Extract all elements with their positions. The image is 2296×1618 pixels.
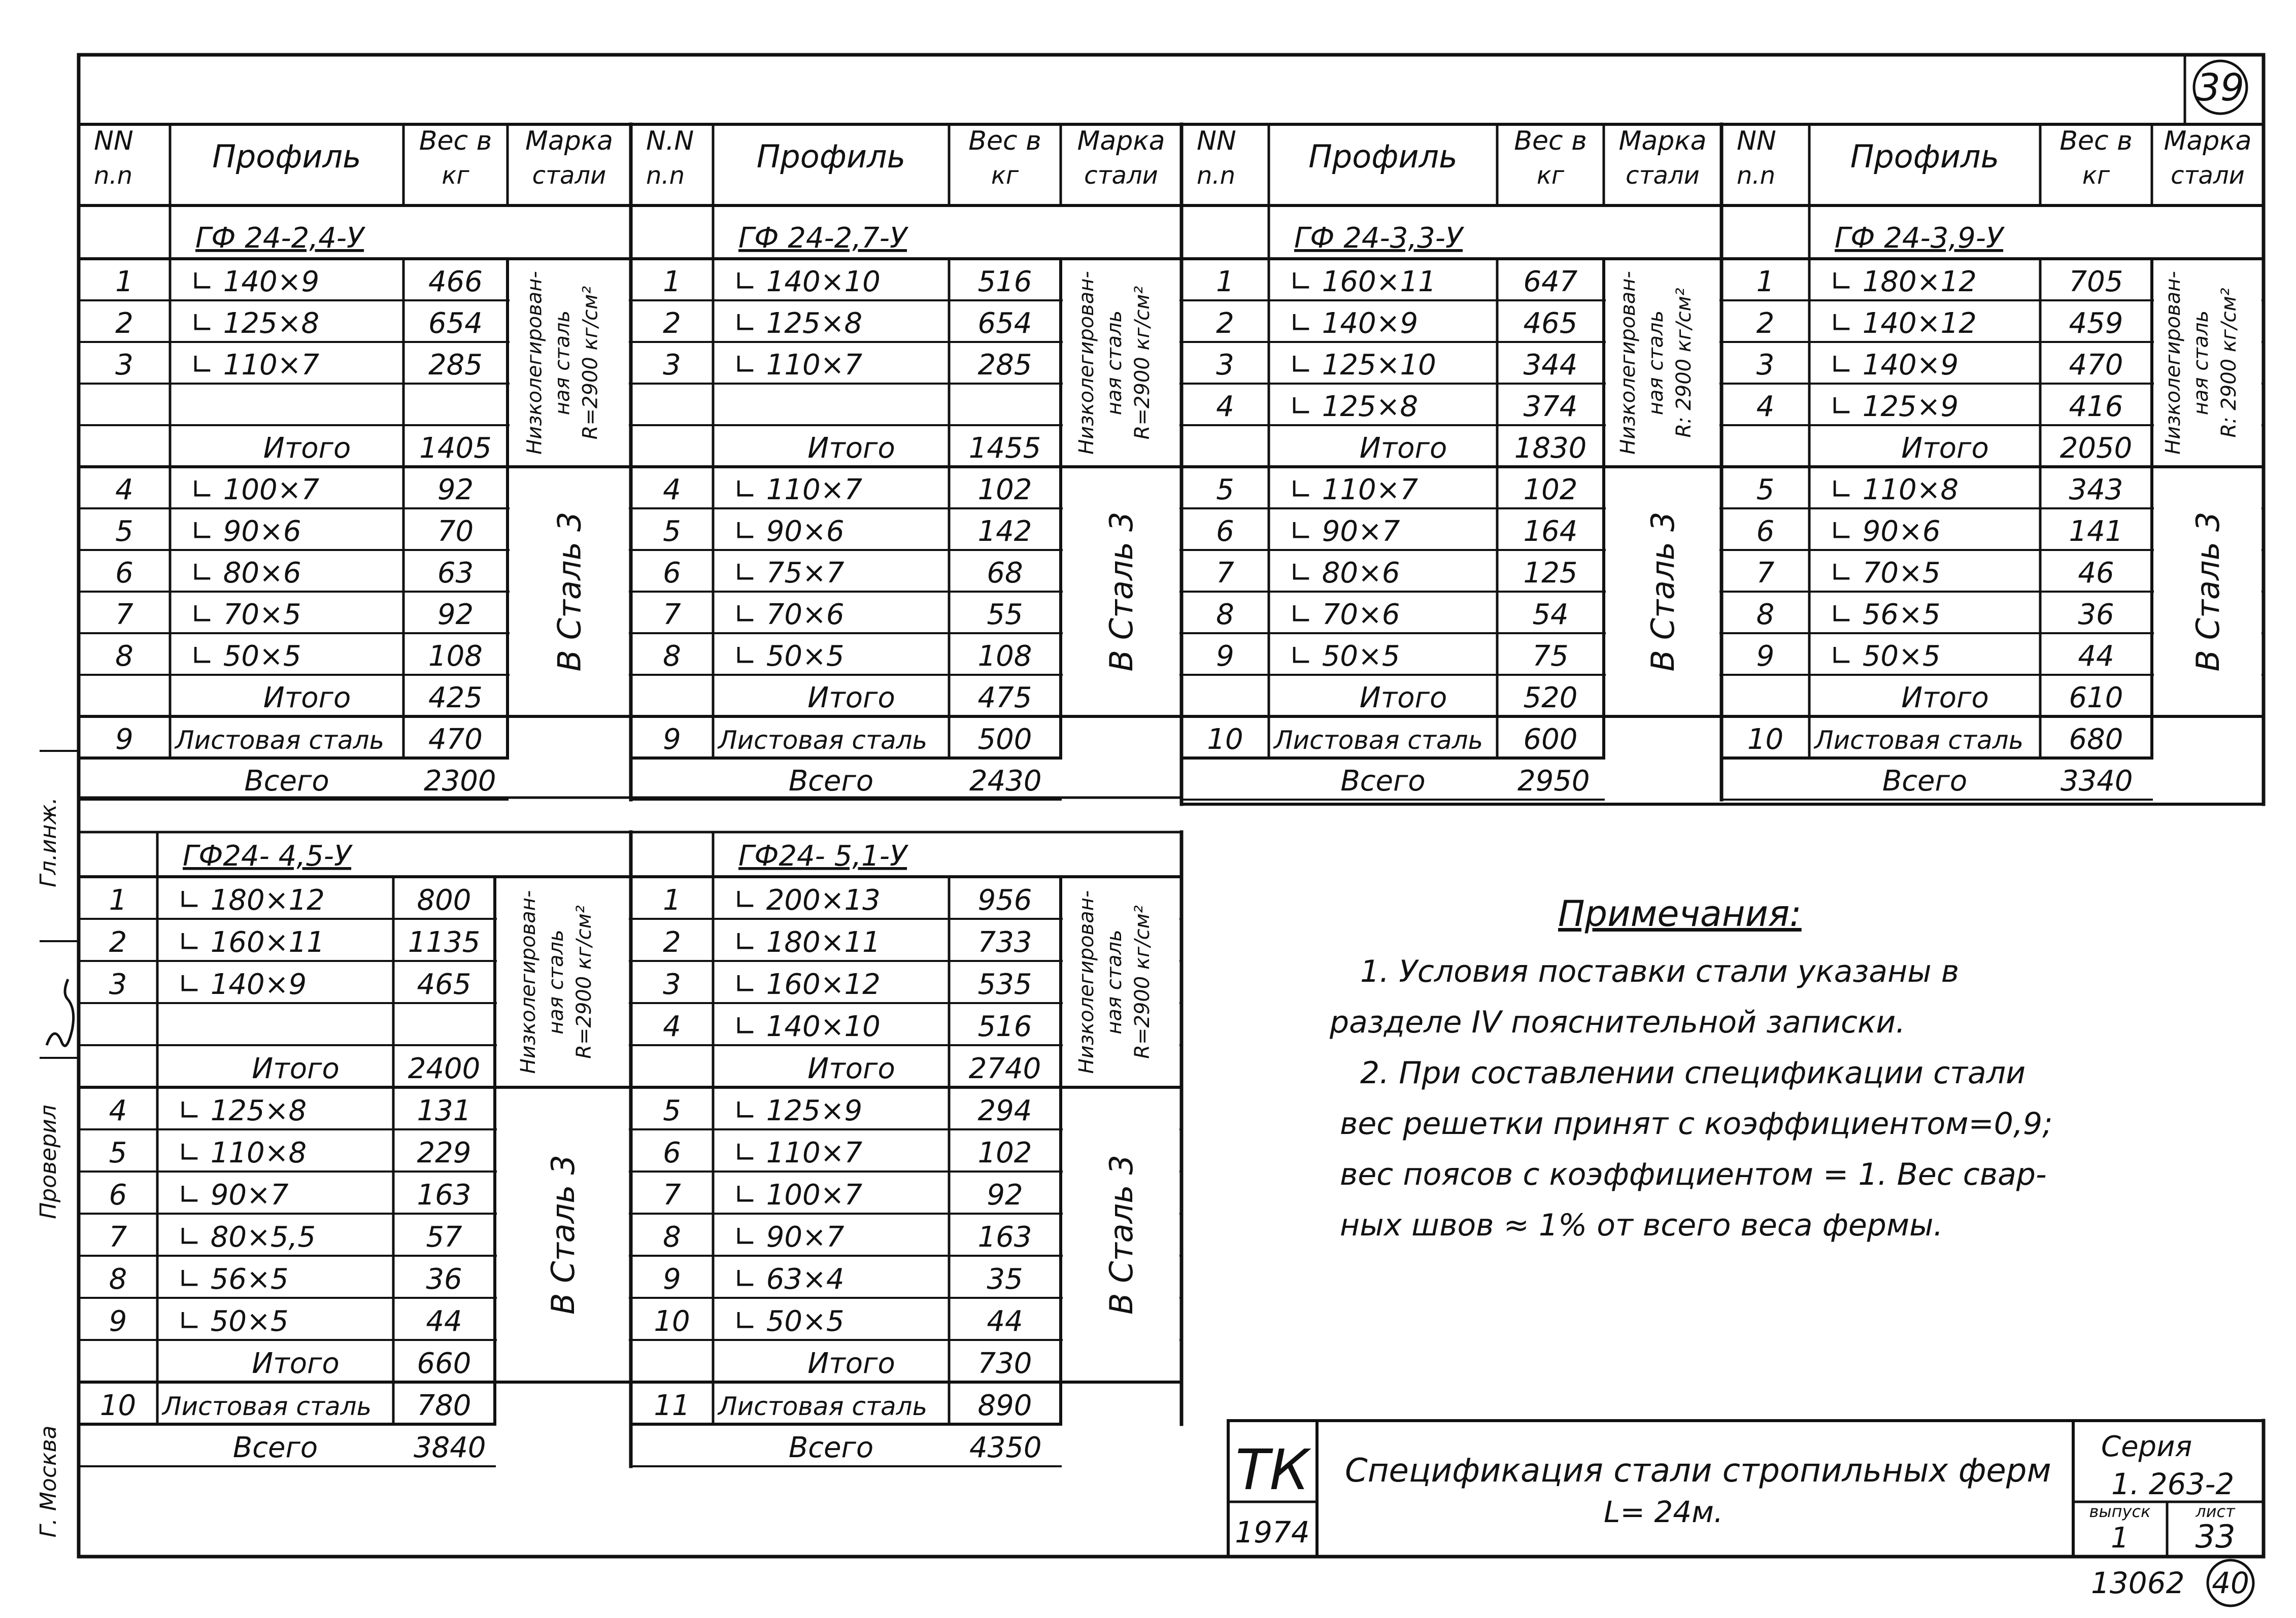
grade-low-alloy: R=2900 кг/см²: [1131, 286, 1154, 440]
row-profile: ∟ 140×10: [733, 265, 881, 298]
org-mark: ТК: [1235, 1437, 1309, 1502]
row-profile: ∟ 90×7: [733, 1221, 845, 1254]
grade-vst3: В Сталь 3: [2189, 511, 2226, 672]
row-profile: ∟ 180×12: [1830, 265, 1977, 298]
row-weight: 92: [437, 473, 474, 506]
header-nn-sub: n.n: [646, 161, 685, 190]
row-profile: ∟ 200×13: [733, 884, 881, 917]
row-number: 9: [663, 1263, 681, 1296]
header-weight: Вес в: [2059, 126, 2133, 156]
subtotal-label: Итого: [807, 681, 895, 714]
sheet-number-top: 39: [2196, 66, 2245, 110]
row-profile: ∟ 160×11: [178, 926, 325, 959]
subtotal-value: 730: [977, 1347, 1032, 1380]
issue-value: 1: [2111, 1522, 2129, 1555]
row-profile: ∟ 110×7: [733, 349, 863, 382]
row-weight: 733: [977, 926, 1032, 959]
row-weight: 654: [977, 307, 1032, 340]
block-title: ГФ 24-3,3-У: [1294, 222, 1463, 255]
row-weight: 470: [428, 723, 483, 756]
row-weight: 1135: [408, 926, 481, 959]
drawing-subtitle: L= 24м.: [1604, 1495, 1724, 1529]
sheet-steel-label: Листовая сталь: [1814, 726, 2024, 755]
row-profile: ∟ 160×12: [733, 968, 881, 1001]
block-title: ГФ 24-2,4-У: [195, 222, 364, 255]
row-weight: 294: [977, 1094, 1032, 1127]
series-label: Серия: [2101, 1430, 2192, 1463]
row-weight: 374: [1523, 390, 1578, 423]
row-weight: 46: [2078, 557, 2114, 590]
row-number: 1: [109, 884, 127, 917]
grade-vst3: В Сталь 3: [1644, 511, 1681, 672]
total-value: 4350: [969, 1431, 1042, 1464]
row-weight: 102: [1523, 473, 1578, 506]
row-weight: 459: [2069, 307, 2123, 340]
grade-vst3: В Сталь 3: [1103, 1155, 1140, 1315]
row-weight: 102: [977, 1137, 1032, 1169]
block-title: ГФ24- 5,1-У: [738, 840, 907, 873]
row-weight: 125: [1523, 557, 1578, 590]
row-number: 3: [109, 968, 127, 1001]
row-number: 5: [663, 515, 681, 548]
subtotal-value: 610: [2069, 681, 2123, 714]
row-number: 1: [1756, 265, 1775, 298]
header-weight: Вес в: [1514, 126, 1587, 156]
row-number: 5: [1216, 473, 1234, 506]
subtotal-value: 1455: [968, 432, 1041, 465]
row-weight: 516: [977, 1010, 1032, 1043]
row-weight: 466: [428, 265, 483, 298]
row-number: 3: [1756, 349, 1775, 382]
row-number: 9: [1756, 640, 1775, 673]
grade-low-alloy: ная сталь: [1103, 310, 1126, 416]
row-weight: 70: [437, 515, 474, 548]
row-weight: 416: [2069, 390, 2123, 423]
header-nn: NN: [94, 126, 133, 156]
row-number: 4: [1216, 390, 1234, 423]
sheet-number-bottom: 40: [2212, 1566, 2249, 1600]
row-number: 9: [663, 723, 681, 756]
row-profile: ∟ 50×5: [1289, 640, 1400, 673]
row-weight: 705: [2069, 265, 2123, 298]
note-line: вес поясов с коэффициентом = 1. Вес свар-: [1340, 1157, 2047, 1192]
header-nn-sub: n.n: [94, 161, 133, 190]
drawing-title: Спецификация стали стропильных ферм: [1345, 1452, 2051, 1490]
row-weight: 956: [977, 884, 1032, 917]
row-number: 5: [663, 1094, 681, 1127]
row-number: 3: [1216, 349, 1234, 382]
side-stamp-chief: Гл.инж.: [36, 797, 61, 887]
grade-vst3: В Сталь 3: [545, 1155, 582, 1315]
grade-low-alloy: R: 2900 кг/см²: [1672, 288, 1696, 438]
row-number: 7: [663, 598, 681, 631]
series-value: 1. 263-2: [2111, 1467, 2235, 1501]
header-weight-unit: кг: [442, 161, 469, 190]
row-number: 9: [115, 723, 133, 756]
header-grade: Марка: [525, 126, 614, 156]
row-profile: ∟ 110×7: [733, 1137, 863, 1169]
row-number: 5: [115, 515, 133, 548]
row-weight: 680: [2069, 723, 2123, 756]
header-nn-sub: n.n: [1737, 161, 1776, 190]
row-number: 8: [109, 1263, 127, 1296]
row-weight: 92: [437, 598, 474, 631]
row-number: 7: [663, 1179, 681, 1212]
subtotal-value: 2050: [2059, 432, 2133, 465]
row-profile: ∟ 80×6: [1289, 557, 1400, 590]
row-number: 2: [115, 307, 133, 340]
row-profile: ∟ 125×8: [190, 307, 320, 340]
row-weight: 800: [417, 884, 471, 917]
row-number: 5: [109, 1137, 127, 1169]
row-number: 6: [109, 1179, 127, 1212]
row-number: 4: [663, 1010, 681, 1043]
total-value: 2430: [969, 765, 1042, 798]
row-profile: ∟ 50×5: [733, 1305, 845, 1338]
grade-low-alloy: Низколегирован-: [523, 271, 547, 455]
row-weight: 102: [977, 473, 1032, 506]
row-number: 6: [663, 557, 681, 590]
row-weight: 163: [977, 1221, 1032, 1254]
row-profile: ∟ 100×7: [190, 473, 320, 506]
note-line: 1. Условия поставки стали указаны в: [1360, 954, 1960, 989]
total-value: 2950: [1517, 765, 1590, 798]
year: 1974: [1235, 1515, 1310, 1550]
row-number: 3: [663, 349, 681, 382]
row-weight: 343: [2069, 473, 2123, 506]
row-weight: 647: [1523, 265, 1578, 298]
row-profile: ∟ 90×7: [178, 1179, 289, 1212]
header-profile: Профиль: [1308, 138, 1458, 175]
grade-low-alloy: ная сталь: [2189, 310, 2213, 416]
row-profile: ∟ 90×6: [733, 515, 845, 548]
subtotal-label: Итого: [807, 1052, 895, 1085]
subtotal-value: 475: [977, 681, 1032, 714]
grade-low-alloy: ная сталь: [1103, 930, 1126, 1035]
row-weight: 57: [426, 1221, 462, 1254]
issue-label: выпуск: [2089, 1502, 2151, 1521]
subtotal-value: 1830: [1514, 432, 1587, 465]
header-grade: Марка: [1618, 126, 1707, 156]
header-profile: Профиль: [1850, 138, 2000, 175]
row-weight: 141: [2069, 515, 2123, 548]
header-nn: NN: [1197, 126, 1236, 156]
row-profile: ∟ 80×5,5: [178, 1221, 316, 1254]
grade-low-alloy: Низколегирован-: [517, 890, 540, 1074]
subtotal-value: 2400: [408, 1052, 481, 1085]
total-label: Всего: [244, 765, 329, 798]
side-stamp-checked: Проверил: [36, 1105, 61, 1219]
grade-low-alloy: R: 2900 кг/см²: [2217, 288, 2241, 438]
subtotal-label: Итого: [807, 1347, 895, 1380]
subtotal-value: 520: [1523, 681, 1578, 714]
subtotal-value: 660: [417, 1347, 471, 1380]
row-weight: 516: [977, 265, 1032, 298]
row-profile: ∟ 50×5: [1830, 640, 1941, 673]
grade-low-alloy: ная сталь: [1644, 310, 1668, 416]
header-weight-unit: кг: [2082, 161, 2110, 190]
row-weight: 55: [987, 598, 1023, 631]
row-number: 7: [1216, 557, 1234, 590]
row-number: 8: [115, 640, 133, 673]
sheet-steel-label: Листовая сталь: [175, 726, 385, 755]
row-weight: 535: [977, 968, 1032, 1001]
row-weight: 68: [987, 557, 1023, 590]
row-number: 4: [663, 473, 681, 506]
sheet-steel-label: Листовая сталь: [162, 1392, 372, 1421]
total-value: 2300: [424, 765, 496, 798]
row-profile: ∟ 125×10: [1289, 349, 1436, 382]
row-number: 2: [663, 307, 681, 340]
notes-title: Примечания:: [1558, 893, 1802, 935]
row-profile: ∟ 80×6: [190, 557, 301, 590]
grade-low-alloy: R=2900 кг/см²: [572, 905, 596, 1059]
row-number: 6: [1216, 515, 1234, 548]
row-number: 6: [115, 557, 133, 590]
note-line: 2. При составлении спецификации стали: [1360, 1055, 2026, 1091]
row-number: 3: [115, 349, 133, 382]
header-grade-sub: стали: [532, 161, 606, 190]
block-title: ГФ 24-2,7-У: [738, 222, 907, 255]
row-number: 7: [115, 598, 133, 631]
header-nn-sub: n.n: [1197, 161, 1236, 190]
row-profile: ∟ 125×8: [1289, 390, 1419, 423]
row-weight: 600: [1523, 723, 1578, 756]
row-profile: ∟ 180×11: [733, 926, 881, 959]
row-weight: 470: [2069, 349, 2123, 382]
row-profile: ∟ 70×5: [190, 598, 301, 631]
row-profile: ∟ 56×5: [178, 1263, 289, 1296]
row-weight: 44: [426, 1305, 462, 1338]
row-weight: 75: [1532, 640, 1569, 673]
block-title: ГФ 24-3,9-У: [1835, 222, 2004, 255]
row-weight: 285: [977, 349, 1032, 382]
header-weight: Вес в: [968, 126, 1041, 156]
header-weight-unit: кг: [991, 161, 1019, 190]
sheet-value: 33: [2195, 1518, 2236, 1555]
row-profile: ∟ 110×8: [178, 1137, 307, 1169]
total-value: 3840: [414, 1431, 486, 1464]
sheet-steel-label: Листовая сталь: [1274, 726, 1483, 755]
total-label: Всего: [1340, 765, 1426, 798]
row-weight: 131: [417, 1094, 471, 1127]
row-number: 3: [663, 968, 681, 1001]
row-profile: ∟ 140×10: [733, 1010, 881, 1043]
row-number: 10: [654, 1305, 690, 1338]
row-number: 1: [115, 265, 133, 298]
row-number: 2: [1756, 307, 1775, 340]
row-weight: 36: [2078, 598, 2114, 631]
total-label: Всего: [788, 1431, 874, 1464]
row-number: 11: [654, 1389, 690, 1422]
header-grade: Марка: [2164, 126, 2252, 156]
row-number: 7: [109, 1221, 127, 1254]
sheet-steel-label: Листовая сталь: [718, 1392, 928, 1421]
signature-mark: [47, 979, 74, 1046]
row-weight: 285: [428, 349, 483, 382]
row-number: 9: [109, 1305, 127, 1338]
subtotal-value: 1405: [419, 432, 492, 465]
row-weight: 35: [987, 1263, 1023, 1296]
row-weight: 163: [417, 1179, 471, 1212]
total-label: Всего: [788, 765, 874, 798]
row-profile: ∟ 180×12: [178, 884, 325, 917]
row-weight: 92: [987, 1179, 1023, 1212]
row-number: 1: [663, 884, 681, 917]
subtotal-label: Итого: [1359, 681, 1447, 714]
row-number: 2: [109, 926, 127, 959]
row-profile: ∟ 90×7: [1289, 515, 1400, 548]
row-weight: 344: [1523, 349, 1578, 382]
grade-low-alloy: R=2900 кг/см²: [579, 286, 602, 440]
row-weight: 890: [977, 1389, 1032, 1422]
row-weight: 108: [428, 640, 483, 673]
sheet-steel-label: Листовая сталь: [718, 726, 928, 755]
row-profile: ∟ 110×7: [190, 349, 320, 382]
header-profile: Профиль: [756, 138, 906, 175]
row-weight: 500: [977, 723, 1032, 756]
row-profile: ∟ 160×11: [1289, 265, 1436, 298]
row-number: 8: [1216, 598, 1234, 631]
row-profile: ∟ 75×7: [733, 557, 845, 590]
row-weight: 108: [977, 640, 1032, 673]
row-number: 9: [1216, 640, 1234, 673]
header-nn: NN: [1737, 126, 1776, 156]
total-label: Всего: [1882, 765, 1968, 798]
row-number: 2: [1216, 307, 1234, 340]
archive-number: 13062: [2091, 1566, 2185, 1600]
row-weight: 36: [426, 1263, 462, 1296]
row-profile: ∟ 140×9: [190, 265, 320, 298]
total-value: 3340: [2061, 765, 2133, 798]
row-profile: ∟ 110×7: [733, 473, 863, 506]
row-profile: ∟ 140×9: [178, 968, 307, 1001]
row-profile: ∟ 90×6: [190, 515, 301, 548]
total-label: Всего: [232, 1431, 318, 1464]
row-number: 4: [1756, 390, 1775, 423]
row-profile: ∟ 140×9: [1830, 349, 1959, 382]
row-number: 10: [1747, 723, 1784, 756]
grade-low-alloy: R=2900 кг/см²: [1131, 905, 1154, 1059]
row-profile: ∟ 50×5: [178, 1305, 289, 1338]
row-weight: 465: [1523, 307, 1578, 340]
subtotal-label: Итого: [1359, 432, 1447, 465]
row-number: 10: [99, 1389, 137, 1422]
row-weight: 63: [437, 557, 474, 590]
row-profile: ∟ 110×7: [1289, 473, 1419, 506]
row-number: 10: [1207, 723, 1243, 756]
row-profile: ∟ 125×8: [178, 1094, 307, 1127]
grade-low-alloy: Низколегирован-: [2162, 271, 2185, 455]
row-profile: ∟ 50×5: [733, 640, 845, 673]
subtotal-label: Итого: [252, 1052, 340, 1085]
row-profile: ∟ 110×8: [1830, 473, 1959, 506]
grade-low-alloy: Низколегирован-: [1616, 271, 1640, 455]
grade-vst3: В Сталь 3: [551, 511, 588, 672]
row-profile: ∟ 56×5: [1830, 598, 1941, 631]
subtotal-label: Итого: [807, 432, 895, 465]
subtotal-value: 2740: [968, 1052, 1041, 1085]
subtotal-label: Итого: [263, 432, 351, 465]
subtotal-label: Итого: [263, 681, 351, 714]
row-number: 2: [663, 926, 681, 959]
header-profile: Профиль: [212, 138, 361, 175]
header-nn: N.N: [646, 126, 694, 156]
row-number: 6: [663, 1137, 681, 1169]
row-number: 4: [109, 1094, 127, 1127]
row-number: 8: [663, 640, 681, 673]
row-weight: 142: [977, 515, 1032, 548]
row-number: 1: [663, 265, 681, 298]
subtotal-label: Итого: [1901, 681, 1989, 714]
row-profile: ∟ 140×9: [1289, 307, 1419, 340]
grade-low-alloy: ная сталь: [545, 930, 568, 1035]
sheet-label: лист: [2196, 1502, 2235, 1521]
header-grade-sub: стали: [2171, 161, 2245, 190]
row-number: 4: [115, 473, 133, 506]
note-line: вес решетки принят с коэффициентом=0,9;: [1340, 1106, 2053, 1142]
row-profile: ∟ 125×8: [733, 307, 863, 340]
subtotal-value: 425: [428, 681, 483, 714]
row-weight: 164: [1523, 515, 1578, 548]
note-line: ных швов ≈ 1% от всего веса фермы.: [1340, 1208, 1943, 1243]
row-profile: ∟ 70×5: [1830, 557, 1941, 590]
header-weight-unit: кг: [1536, 161, 1565, 190]
row-profile: ∟ 70×6: [1289, 598, 1400, 631]
row-weight: 465: [417, 968, 471, 1001]
row-profile: ∟ 125×9: [1830, 390, 1959, 423]
side-stamp-city: Г. Москва: [36, 1425, 61, 1538]
row-number: 1: [1216, 265, 1234, 298]
row-profile: ∟ 140×12: [1830, 307, 1977, 340]
row-weight: 44: [2078, 640, 2114, 673]
note-line: разделе IV пояснительной записки.: [1330, 1005, 1906, 1040]
row-weight: 229: [417, 1137, 471, 1169]
grade-low-alloy: Низколегирован-: [1075, 890, 1098, 1074]
row-weight: 654: [428, 307, 483, 340]
row-profile: ∟ 70×6: [733, 598, 845, 631]
grade-vst3: В Сталь 3: [1103, 511, 1140, 672]
row-number: 8: [663, 1221, 681, 1254]
header-grade-sub: стали: [1626, 161, 1700, 190]
row-weight: 54: [1532, 598, 1569, 631]
grade-low-alloy: Низколегирован-: [1075, 271, 1098, 455]
header-weight: Вес в: [419, 126, 492, 156]
row-profile: ∟ 50×5: [190, 640, 301, 673]
row-number: 6: [1756, 515, 1775, 548]
row-number: 7: [1756, 557, 1775, 590]
row-weight: 780: [417, 1389, 471, 1422]
header-grade-sub: стали: [1084, 161, 1158, 190]
row-number: 5: [1756, 473, 1775, 506]
grade-low-alloy: ная сталь: [551, 310, 575, 416]
header-grade: Марка: [1077, 126, 1165, 156]
row-profile: ∟ 90×6: [1830, 515, 1941, 548]
row-profile: ∟ 125×9: [733, 1094, 863, 1127]
subtotal-label: Итого: [252, 1347, 340, 1380]
row-weight: 44: [987, 1305, 1023, 1338]
row-number: 8: [1756, 598, 1775, 631]
block-title: ГФ24- 4,5-У: [183, 840, 352, 873]
subtotal-label: Итого: [1901, 432, 1989, 465]
row-profile: ∟ 63×4: [733, 1263, 845, 1296]
row-profile: ∟ 100×7: [733, 1179, 863, 1212]
